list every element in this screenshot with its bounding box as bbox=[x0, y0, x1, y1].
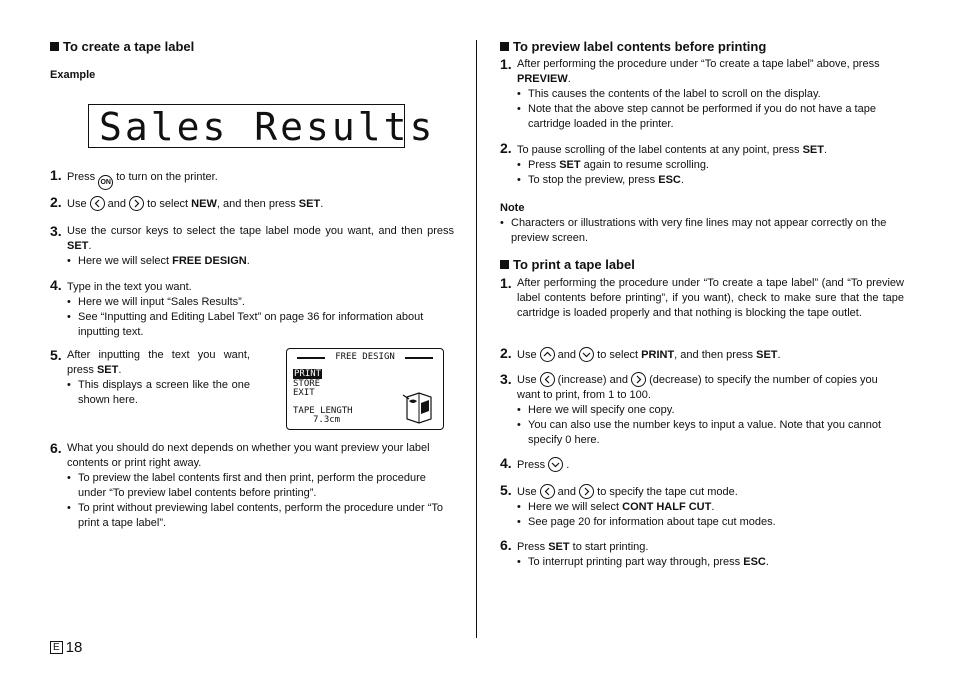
print-step-1: 1. After performing the procedure under “To create a tape label” (and “To preview label contents before printing”, if you want), check to make sure that the tape cartridge is loaded properly and that nothing is blocking the tape outlet. bbox=[500, 275, 904, 319]
bullet: • See “Inputting and Editing Label Text” on page 36 for information about inputting text. bbox=[67, 310, 454, 340]
example-label: Example bbox=[50, 69, 96, 81]
bullet: • See page 20 for information about tape cut modes. bbox=[517, 515, 904, 530]
bullet: • Here we will specify one copy. bbox=[517, 403, 904, 418]
lcd-tape-length-label: TAPE LENGTH bbox=[293, 406, 353, 416]
lcd-menu-print: PRINT bbox=[294, 369, 322, 379]
right-arrow-key-icon bbox=[579, 484, 594, 499]
step-6: 6. What you should do next depends on whether you want preview your label contents or print right away. • To preview the label contents first and then print, perform the procedure under “To preview label contents before printing”. • To print without previewing label contents, perform the procedure under “To print a tape label”. bbox=[50, 441, 454, 531]
bullet: • To print without previewing label contents, perform the procedure under “To print a tape label”. bbox=[67, 501, 454, 531]
page-footer bbox=[50, 639, 82, 656]
print-step-3: 3. Use (increase) and (decrease) to specify the number of copies you want to print, from 1 to 100. • Here we will specify one copy. • You can also use the number keys to input a value. Note that you cannot specify 0 here. bbox=[500, 372, 904, 448]
step-5: 5. After inputting the text you want, press SET. • This displays a screen like the one shown here. bbox=[50, 348, 250, 408]
left-arrow-key-icon bbox=[540, 484, 555, 499]
note-title: Note bbox=[500, 202, 525, 214]
left-arrow-key-icon bbox=[90, 196, 105, 211]
print-step-4: 4. Press . bbox=[500, 455, 570, 471]
lcd-menu-store: STORE bbox=[293, 379, 321, 389]
lcd-display bbox=[286, 348, 444, 430]
lcd-header: FREE DESIGN bbox=[293, 352, 437, 362]
preview-step-2: 2. To pause scrolling of the label contents at any point, press SET. • Press SET again to resume scrolling. • To stop the preview, press ESC. bbox=[500, 141, 904, 188]
lcd-tape-length-value: 7.3cm bbox=[313, 415, 341, 425]
note-bullet: • Characters or illustrations with very fine lines may not appear correctly on the preview screen. bbox=[500, 216, 904, 246]
down-arrow-key-icon bbox=[548, 457, 563, 472]
bullet: • You can also use the number keys to input a value. Note that you cannot specify 0 here. bbox=[517, 418, 904, 448]
bullet: • This causes the contents of the label to scroll on the display. bbox=[517, 87, 904, 102]
step-4: 4. Type in the text you want. • Here we will input “Sales Results”. • See “Inputting and Editing Label Text” on page 36 for information about inputting text. bbox=[50, 278, 454, 340]
bullet: • Press SET again to resume scrolling. bbox=[517, 158, 904, 173]
left-arrow-key-icon bbox=[540, 372, 555, 387]
section-heading-preview: To preview label contents before printing bbox=[500, 39, 766, 54]
section-heading-create: To create a tape label bbox=[50, 39, 194, 54]
bullet: • To interrupt printing part way through, press ESC. bbox=[517, 555, 904, 570]
up-arrow-key-icon bbox=[540, 347, 555, 362]
on-key-icon: ON bbox=[98, 175, 113, 190]
page-number: 18 bbox=[65, 639, 83, 656]
language-badge: E bbox=[50, 641, 63, 654]
column-divider bbox=[476, 40, 477, 638]
preview-step-1: 1. After performing the procedure under “To create a tape label” above, press PREVIEW. • This causes the contents of the label to scroll on the display. • Note that the above step cannot be performed if you do not have a tape cartridge loaded in the printer. bbox=[500, 57, 904, 132]
down-arrow-key-icon bbox=[579, 347, 594, 362]
right-arrow-key-icon bbox=[631, 372, 646, 387]
right-arrow-key-icon bbox=[129, 196, 144, 211]
tape-cartridge-icon bbox=[401, 389, 437, 425]
step-1: 1. Press ON to turn on the printer. bbox=[50, 168, 454, 190]
bullet: • To preview the label contents first and then print, perform the procedure under “To preview label contents before printing”. bbox=[67, 471, 454, 501]
bullet: • Here we will select CONT HALF CUT. bbox=[517, 500, 904, 515]
label-preview-box bbox=[88, 104, 436, 149]
section-heading-print: To print a tape label bbox=[500, 257, 635, 272]
print-step-6: 6. Press SET to start printing. • To interrupt printing part way through, press ESC. bbox=[500, 538, 904, 570]
bullet: • Here we will input “Sales Results”. bbox=[67, 295, 454, 310]
bullet: • To stop the preview, press ESC. bbox=[517, 173, 904, 188]
bullet: • Note that the above step cannot be performed if you do not have a tape cartridge loaded in the printer. bbox=[517, 102, 904, 132]
label-preview-text: Sales Results bbox=[99, 105, 436, 149]
step-3: 3. Use the cursor keys to select the tape label mode you want, and then press SET. • Here we will select FREE DESIGN. bbox=[50, 224, 454, 269]
print-step-2: 2. Use and to select PRINT, and then press SET. bbox=[500, 345, 781, 361]
lcd-menu-exit: EXIT bbox=[293, 388, 315, 398]
print-step-5: 5. Use and to specify the tape cut mode. • Here we will select CONT HALF CUT. • See page 20 for information about tape cut modes. bbox=[500, 483, 904, 530]
bullet: • This displays a screen like the one shown here. bbox=[67, 378, 250, 408]
bullet: • Here we will select FREE DESIGN. bbox=[67, 254, 454, 269]
step-2: 2. Use and to select NEW, and then press SET. bbox=[50, 194, 324, 210]
